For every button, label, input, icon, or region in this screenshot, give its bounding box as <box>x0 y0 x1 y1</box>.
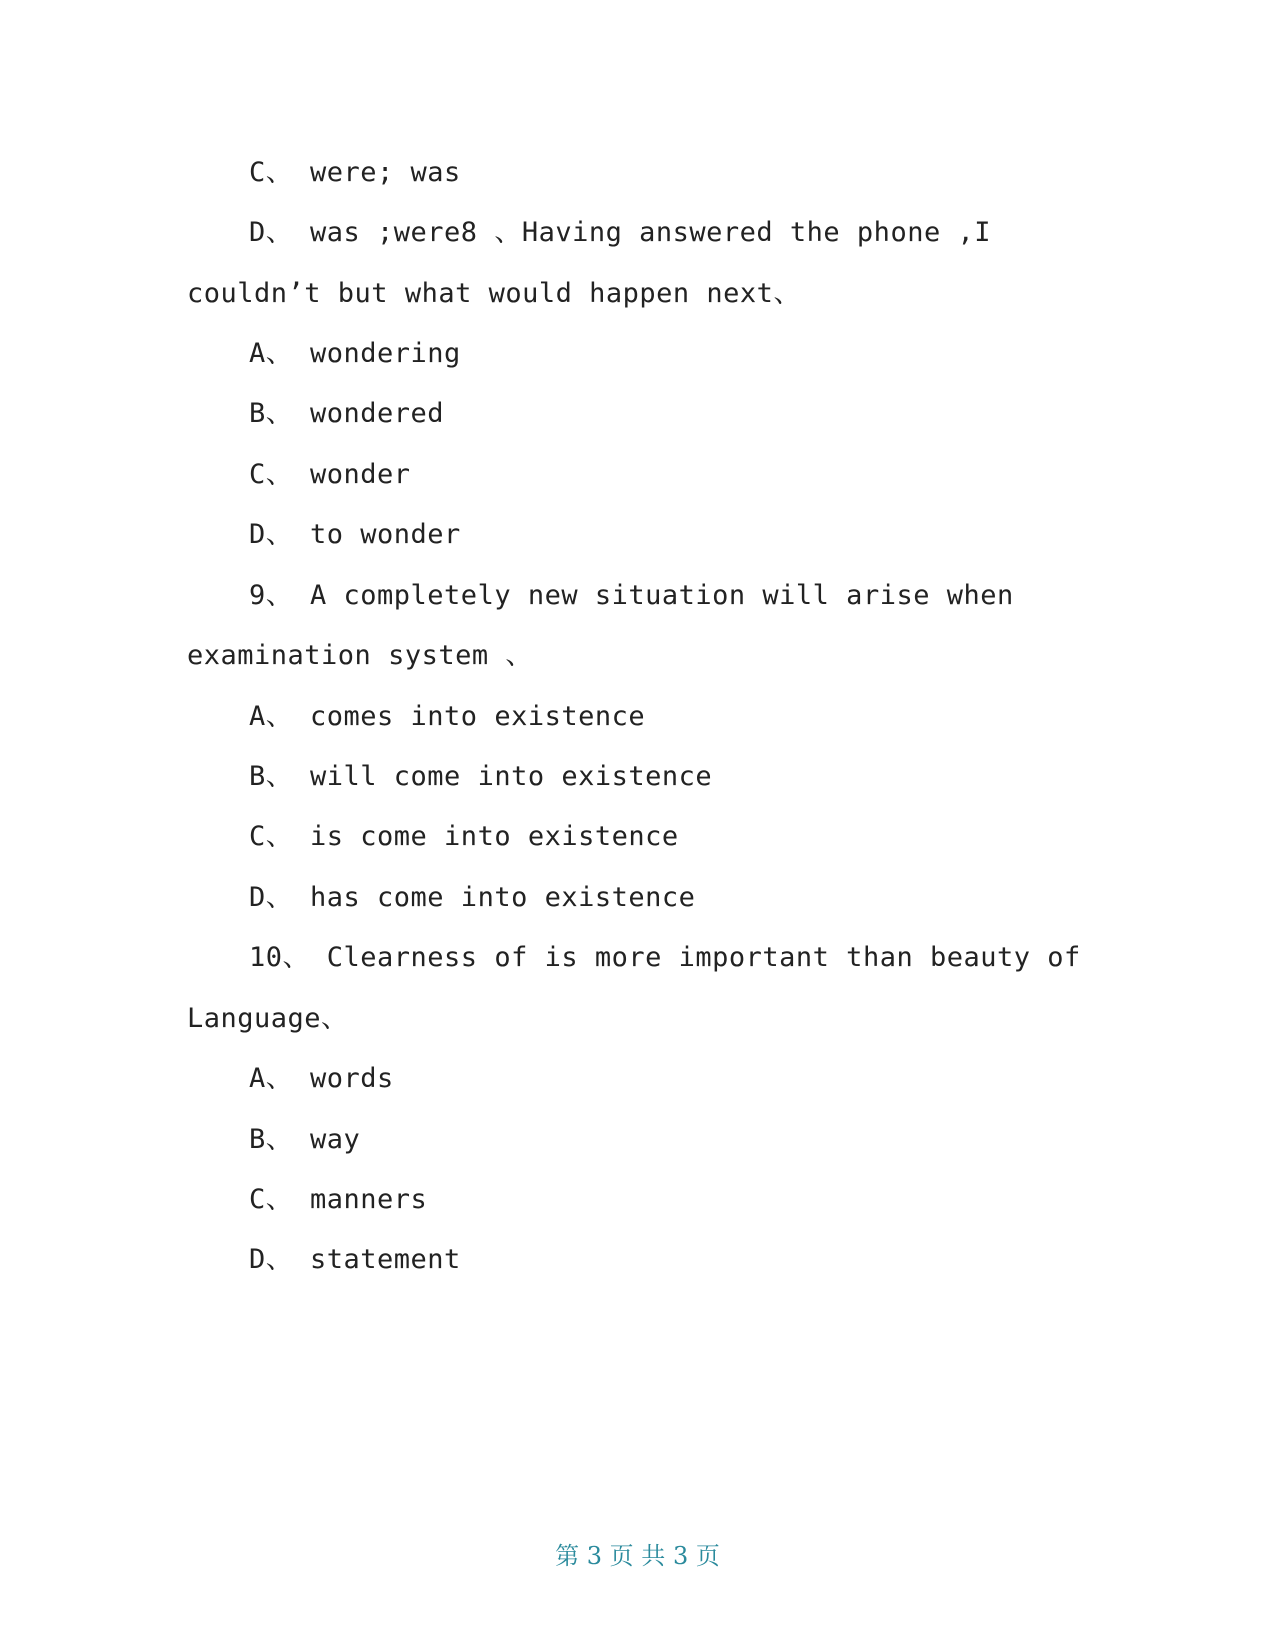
option-9c: C、 is come into existence <box>249 821 679 852</box>
question-9: 9、 A completely new situation will arise when <box>249 580 1014 611</box>
option-8b: B、 wondered <box>249 398 445 429</box>
question-10: 10、 Clearness of is more important than beauty of <box>249 942 1081 973</box>
option-9b: B、 will come into existence <box>249 761 713 792</box>
option-10d: D、 statement <box>249 1244 461 1275</box>
option-10a: A、 words <box>249 1063 394 1094</box>
option-9a: A、 comes into existence <box>249 701 646 732</box>
option-9d: D、 has come into existence <box>249 882 696 913</box>
option-10b: B、 way <box>249 1124 361 1155</box>
option-8a: A、 wondering <box>249 338 461 369</box>
option-7d-question-8: D、 was ;were8 、Having answered the phone ,I <box>249 217 991 248</box>
question-10-continued: Language、 <box>187 1003 349 1034</box>
option-7c: C、 were; was <box>249 157 461 188</box>
option-10c: C、 manners <box>249 1184 428 1215</box>
page-footer: 第 3 页 共 3 页 <box>555 1542 720 1570</box>
question-8-continued: couldn’t but what would happen next、 <box>187 278 801 309</box>
question-9-continued: examination system 、 <box>187 640 533 671</box>
option-8d: D、 to wonder <box>249 519 461 550</box>
option-8c: C、 wonder <box>249 459 411 490</box>
